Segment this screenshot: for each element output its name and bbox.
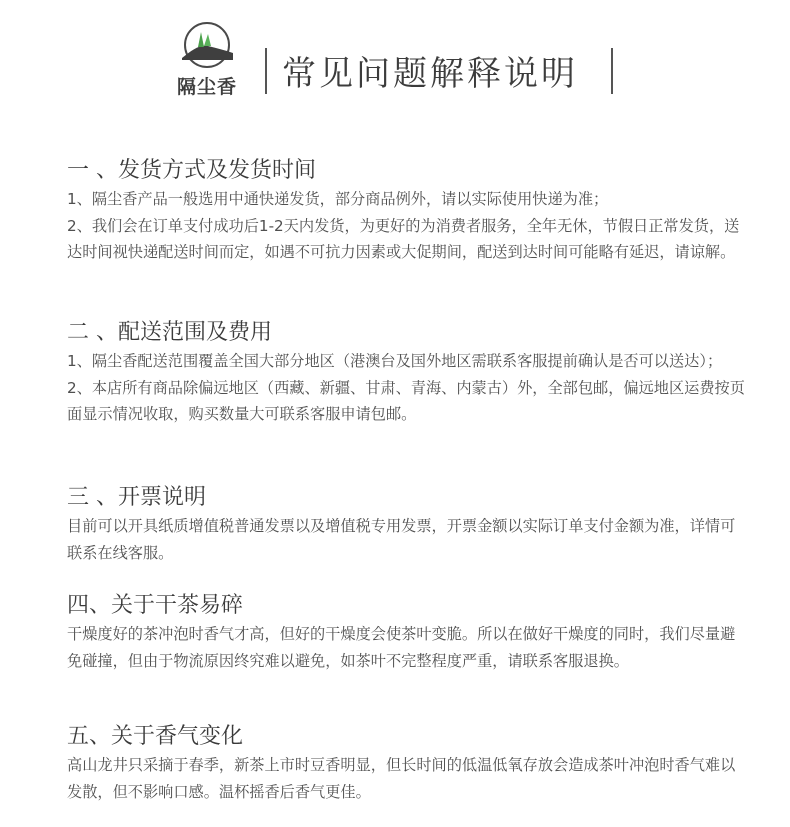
title-divider-left — [265, 48, 267, 94]
section-title: 一 、发货方式及发货时间 — [67, 158, 316, 183]
paragraph: 干燥度好的茶冲泡时香气才高，但好的干燥度会使茶叶变脆。所以在做好干燥度的同时，我们尽量避免碰撞，但由于物流原因终究难以避免，如茶叶不完整程度严重，请联系客服退换。 — [67, 625, 736, 670]
page-title: 常见问题解释说明 — [282, 54, 578, 94]
header — [0, 0, 790, 110]
section-delivery-range — [67, 318, 747, 428]
paragraph: 目前可以开具纸质增值税普通发票以及增值税专用发票，开票金额以实际订单支付金额为准，详情可联系在线客服。 — [67, 517, 736, 562]
section-fragile-tea — [67, 591, 747, 674]
section-shipping — [67, 156, 747, 266]
section-aroma — [67, 722, 747, 805]
paragraph: 2、本店所有商品除偏远地区（西藏、新疆、甘肃、青海、内蒙古）外，全部包邮，偏远地区运费按页面显示情况收取，购买数量大可联系客服申请包邮。 — [67, 378, 745, 423]
brand-name: 隔尘香 — [176, 76, 237, 98]
brand-logo — [168, 20, 246, 102]
section-title: 四、关于干茶易碎 — [67, 593, 244, 618]
section-title: 二 、配送范围及费用 — [67, 320, 272, 345]
section-title: 五、关于香气变化 — [67, 724, 244, 749]
paragraph: 2、我们会在订单支付成功后1-2天内发货，为更好的为消费者服务，全年无休，节假日正常发货，送达时间视快递配送时间而定，如遇不可抗力因素或大促期间，配送到达时间可能略有延迟，请谅解。 — [67, 216, 740, 261]
section-title: 三 、开票说明 — [67, 485, 206, 510]
paragraph: 高山龙井只采摘于春季，新茶上市时豆香明显，但长时间的低温低氧存放会造成茶叶冲泡时香气难以发散，但不影响口感。温杯摇香后香气更佳。 — [67, 756, 736, 801]
paragraph: 1、隔尘香产品一般选用中通快递发货，部分商品例外，请以实际使用快递为准； — [67, 190, 609, 208]
paragraph: 1、隔尘香配送范围覆盖全国大部分地区（港澳台及国外地区需联系客服提前确认是否可以送达）； — [67, 352, 723, 370]
title-divider-right — [611, 48, 613, 94]
section-invoice — [67, 483, 747, 566]
tea-mountain-logo-icon — [178, 20, 236, 70]
